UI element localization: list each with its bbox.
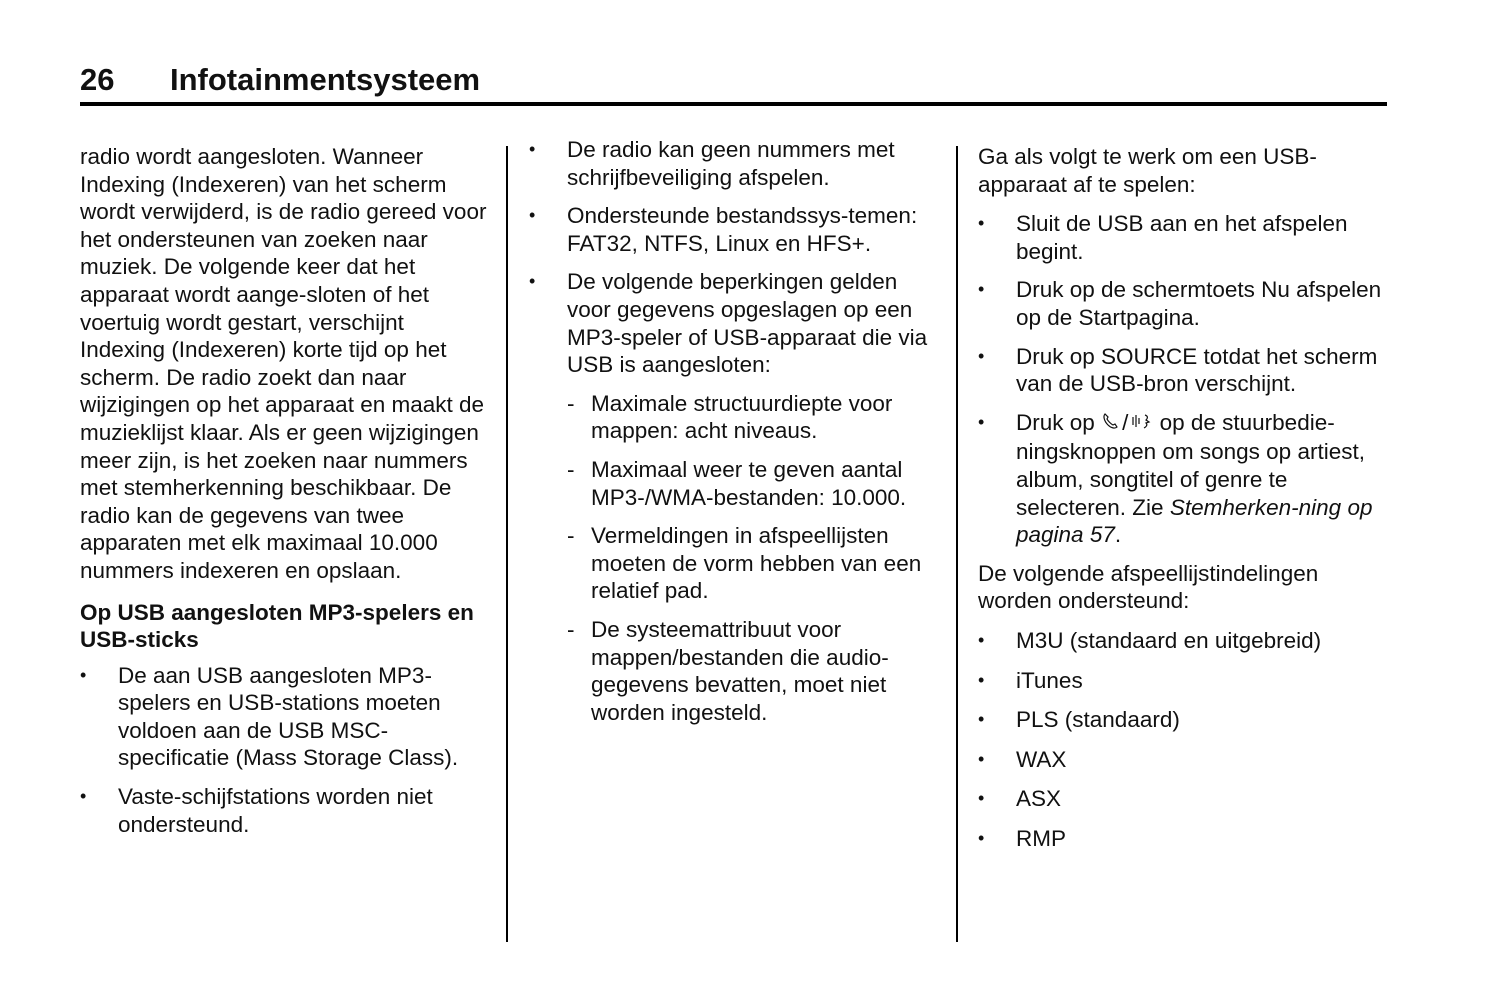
dash-icon: - (567, 616, 575, 642)
bullet-icon: • (978, 827, 985, 848)
phone-icon (1101, 411, 1119, 439)
list-item: • RMP (978, 825, 1066, 851)
instructions-intro: Ga als volgt te werk om een USB-apparaat af te spelen: (978, 144, 1317, 197)
list-item: • De radio kan geen nummers met schrijfbeveiliging afspelen. (529, 137, 895, 190)
sub-list-item: - Maximale structuurdiepte voor mappen: acht niveaus. (567, 390, 893, 444)
section-heading: Op USB aangesloten MP3-spelers en USB-sticks (80, 599, 474, 653)
bullet-icon: • (978, 748, 985, 769)
cross-reference-link[interactable]: Stemherken-ning op pagina 57 (1016, 494, 1373, 548)
bullet-icon: • (978, 709, 985, 730)
bullet-icon: • (978, 788, 985, 809)
bullet-icon: • (80, 664, 87, 685)
column-divider-left (506, 146, 508, 942)
bullet-icon: • (978, 629, 985, 650)
bullet-icon: • (978, 669, 985, 690)
list-item: • ASX (978, 786, 1062, 812)
bullet-icon: • (978, 411, 985, 432)
page-header (80, 58, 1387, 106)
sub-list-item: - De systeemattribuut voor mappen/bestanden die audio-gegevens bevatten, moet niet worden ingesteld. (567, 616, 889, 725)
list-item: • iTunes (978, 667, 1083, 693)
list-item: • De volgende beperkingen gelden voor gegevens opgeslagen op een MP3-speler of USB-apparaat die via USB is aangesloten: - Maximale structuurdiepte voor mappen: acht niveaus. - Maximaal weer te geven aantal MP3-/WMA-bestanden: 10.000. - Vermeldingen in afspeellijsten moeten de vorm hebben van een relatief pad. - De systeemattribuut voor mappen/bestanden die audio-gegevens bevatten, moet niet worden ingesteld. (529, 268, 944, 726)
bullet-icon: • (529, 205, 536, 226)
list-item: • De aan USB aangesloten MP3-spelers en USB-stations moeten voldoen aan de USB MSC-specificatie (Mass Storage Class). (80, 662, 459, 771)
list-item: • PLS (standaard) (978, 707, 1180, 733)
bullet-list (80, 662, 495, 839)
bullet-icon: • (978, 279, 985, 300)
bullet-icon: • (529, 139, 536, 159)
column-2 (529, 136, 944, 737)
sub-list-item: - Maximaal weer te geven aantal MP3-/WMA-bestanden: 10.000. (567, 456, 907, 510)
dash-icon: - (567, 390, 575, 416)
list-item: • Sluit de USB aan en het afspelen begint. (978, 211, 1348, 264)
formats-list (978, 627, 1388, 853)
sub-list (567, 390, 944, 727)
sub-list-item: - Vermeldingen in afspeellijsten moeten de vorm hebben van een relatief pad. (567, 523, 922, 604)
dash-icon: - (567, 523, 575, 549)
formats-intro: De volgende afspeellijstindelingen worden ondersteund: (978, 560, 1319, 614)
bullet-icon: • (978, 345, 985, 366)
steps-list (978, 210, 1388, 549)
voice-icon (1131, 411, 1153, 439)
list-item: • Druk op / op de stuurbedie-ningsknoppen om songs op artiest, album, songtitel of genre te selecteren. Zie Stemherken-ning op pagina 57. (978, 409, 1373, 548)
list-item: • Druk op SOURCE totdat het scherm van de USB-bron verschijnt. (978, 343, 1378, 397)
list-item: • M3U (standaard en uitgebreid) (978, 627, 1322, 653)
column-3 (978, 143, 1388, 864)
bullet-icon: • (978, 213, 985, 234)
list-item: • Druk op de schermtoets Nu afspelen op de Startpagina. (978, 277, 1382, 330)
page-number: 26 (80, 62, 115, 97)
dash-icon: - (567, 456, 575, 482)
bullet-list (529, 136, 944, 726)
column-1 (80, 143, 495, 849)
list-item: • WAX (978, 746, 1067, 772)
bullet-icon: • (529, 271, 536, 292)
page-title: Infotainmentsysteem (170, 62, 481, 97)
column-divider-right (956, 146, 958, 942)
list-item: • Ondersteunde bestandssys-temen: FAT32, NTFS, Linux en HFS+. (529, 203, 918, 256)
list-item: • Vaste-schijfstations worden niet ondersteund. (80, 784, 433, 837)
intro-paragraph: radio wordt aangesloten. Wanneer Indexing (Indexeren) van het scherm wordt verwijderd, is de radio gereed voor het ondersteunen van zoeken naar muziek. De volgende keer dat het apparaat wordt aange-sloten of het voertuig wordt gestart, verschijnt Indexing (Indexeren) korte tijd op het scherm. De radio zoekt dan naar wijzigingen op het apparaat en maakt de muzieklijst klaar. Als er geen wijzigingen meer zijn, is het zoeken naar nummers met stemherkenning beschikbaar. De radio kan de gegevens van twee apparaten met elk maximaal 10.000 nummers indexeren en opslaan. (80, 144, 487, 583)
bullet-icon: • (80, 786, 87, 807)
